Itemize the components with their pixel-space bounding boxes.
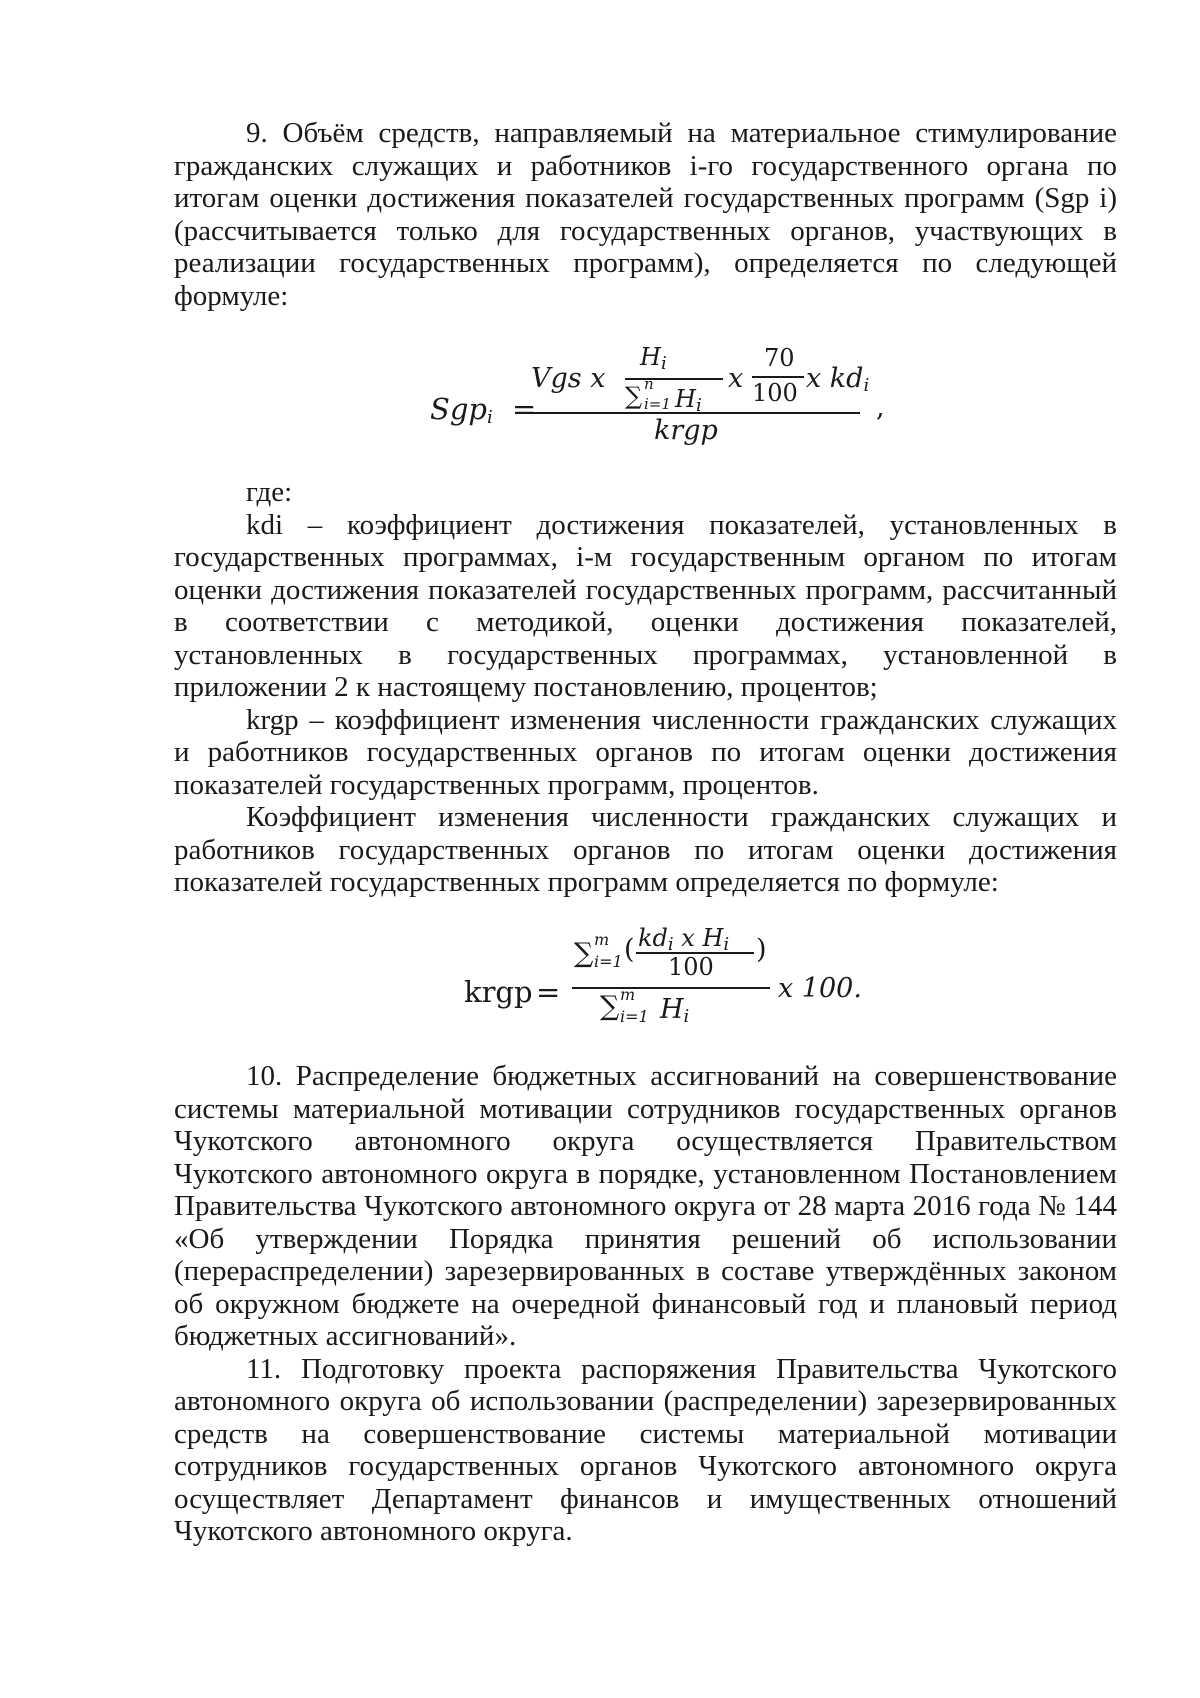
formula-sgp-frac-den: 100 <box>752 379 798 407</box>
formula-sgp-equals: = <box>512 392 537 426</box>
formula-sgp-main-bar <box>530 412 860 414</box>
formula-sgp-inner-num: $H_i$ <box>640 343 667 374</box>
formula-krgp-den-sigma: ∑ <box>600 991 620 1022</box>
formula-sgp-inner-den-sigma: ∑ <box>625 382 643 410</box>
kd-definition: kdi – коэффициент достижения показателей, установленных в государственных программах, i-м государственным органом по итогам оценки достижения показателей государственных программ, рассчитанный в соответствии с методикой, оценки достижения показателей, установленных в государственных программах, установленной в приложении 2 к настоящему постановлению, процентов; <box>174 508 1117 703</box>
formula-krgp-den-var: $H_i$ <box>660 994 690 1027</box>
formula-krgp-main-bar <box>572 987 770 989</box>
where-label: где: <box>246 476 293 508</box>
paragraph-9: 9. Объём средств, направляемый на материальное стимулирование гражданских служащих и работников i-го государственного органа по итогам оценки достижения показателей государственных программ (Sgp i) (рассчитывается только для государственных органов, участвующих в реализации государственных программ), определяется по следующей формуле: <box>174 117 1117 312</box>
paragraph-10: 10. Распределение бюджетных ассигнований на совершенствование системы материальной мотивации сотрудников государственных органов Чукотского автономного округа осуществляется Правительством Чукотского автономного округа в порядке, установленном Постановлением Правительства Чукотского автономного округа от 28 марта 2016 года № 144 «Об утверждении Порядка принятия решений об использовании (перераспределении) зарезервированных в составе утверждённых законом об окружном бюджете на очередной финансовый год и плановый период бюджетных ассигнований». <box>174 1060 1117 1352</box>
formula-krgp-inner-num: $kd_i$ x $H_i$ <box>638 924 730 955</box>
formula-krgp-trailing: x 100. <box>778 973 862 1004</box>
formula-sgp-denominator: krgp <box>654 415 718 446</box>
formula-krgp-open-paren: ( <box>624 934 635 965</box>
formula-krgp-equals: = <box>536 975 561 1009</box>
formula-krgp <box>464 924 862 1038</box>
formula-krgp-num-sub: i=1 <box>594 952 623 971</box>
definitions-block <box>174 476 1117 899</box>
formula-krgp-den-sub: i=1 <box>620 1007 649 1026</box>
formula-sgp-lhs: Sgp$_i$ <box>430 392 493 428</box>
formula-krgp-num-sup: m <box>594 930 610 949</box>
section-9-block <box>174 117 1117 312</box>
formula-sgp-inner-bar <box>625 378 723 380</box>
formula-krgp-inner-den: 100 <box>668 953 714 981</box>
formula-sgp-comma: , <box>876 392 885 423</box>
formula-sgp-frac-bar <box>752 376 804 378</box>
paragraph-11: 11. Подготовку проекта распоряжения Правительства Чукотского автономного округа об использовании (распределении) зарезервированных средств на совершенствование системы материальной мотивации сотрудников государственных органов Чукотского автономного округа осуществляет Департамент финансов и имущественных отношений Чукотского автономного округа. <box>174 1352 1117 1547</box>
formula-krgp-num-sigma: ∑ <box>574 938 594 969</box>
formula-krgp-den-sup: m <box>620 985 636 1004</box>
formula-krgp-close-paren: ) <box>756 934 767 965</box>
sections-10-11-block <box>174 1060 1117 1548</box>
formula-sgp <box>430 335 885 455</box>
krgp-formula-intro: Коэффициент изменения численности гражданских служащих и работников государственных органов по итогам оценки достижения показателей государственных программ определяется по формуле: <box>174 801 1117 898</box>
formula-sgp-inner-den-sub: i=1 <box>644 395 671 413</box>
formula-sgp-times: x <box>728 363 744 394</box>
formula-sgp-inner-den-var: $H_i$ <box>675 385 702 416</box>
formula-sgp-frac-num: 70 <box>764 344 795 372</box>
formula-sgp-num-suffix: x $kd_i$ <box>806 363 870 396</box>
krgp-definition: krgp – коэффициент изменения численности гражданских служащих и работников государственных органов по итогам оценки достижения показателей государственных программ, процентов. <box>174 703 1117 801</box>
formula-krgp-lhs: krgp <box>464 975 533 1009</box>
formula-sgp-inner-den-sup: n <box>644 375 654 393</box>
formula-sgp-num-prefix: Vgs x <box>531 363 606 394</box>
